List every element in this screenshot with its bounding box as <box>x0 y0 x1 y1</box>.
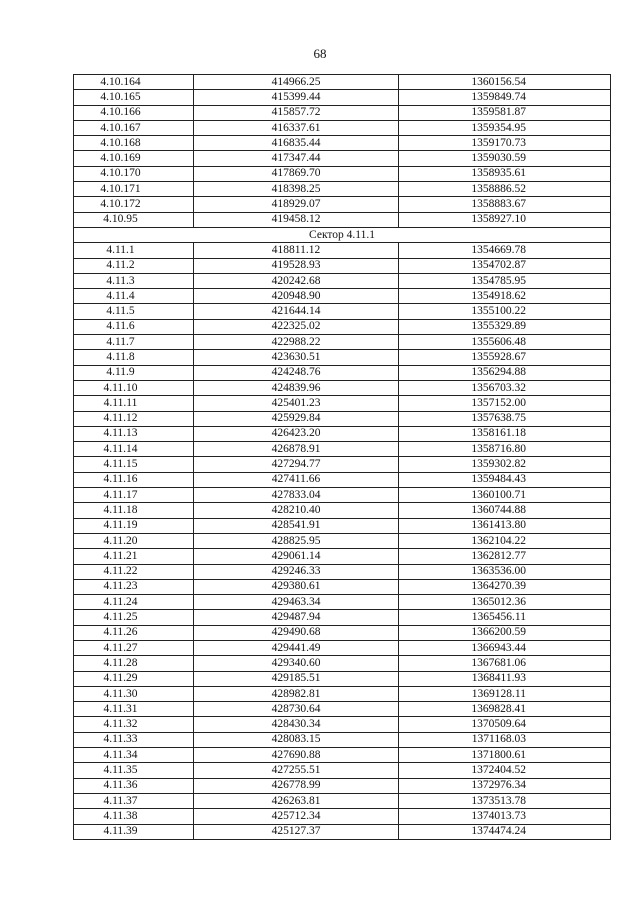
x-coordinate-cell: 425127.37 <box>194 824 399 839</box>
y-coordinate-cell: 1372976.34 <box>399 778 611 793</box>
point-id-cell: 4.11.12 <box>74 411 194 426</box>
point-id-cell: 4.10.169 <box>74 151 194 166</box>
y-coordinate-cell: 1362104.22 <box>399 533 611 548</box>
point-id-cell: 4.10.164 <box>74 75 194 90</box>
y-coordinate-cell: 1358886.52 <box>399 182 611 197</box>
y-coordinate-cell: 1365012.36 <box>399 595 611 610</box>
point-id-cell: 4.11.8 <box>74 350 194 365</box>
point-id-cell: 4.11.35 <box>74 763 194 778</box>
point-id-cell: 4.11.9 <box>74 365 194 380</box>
y-coordinate-cell: 1374474.24 <box>399 824 611 839</box>
y-coordinate-cell: 1368411.93 <box>399 671 611 686</box>
table-row <box>74 151 611 166</box>
table-row <box>74 75 611 90</box>
y-coordinate-cell: 1356294.88 <box>399 365 611 380</box>
point-id-cell: 4.11.33 <box>74 732 194 747</box>
point-id-cell: 4.11.25 <box>74 610 194 625</box>
table-row <box>74 304 611 319</box>
table-row <box>74 763 611 778</box>
sector-header-row <box>74 227 611 242</box>
y-coordinate-cell: 1354918.62 <box>399 289 611 304</box>
x-coordinate-cell: 427294.77 <box>194 457 399 472</box>
table-row <box>74 702 611 717</box>
point-id-cell: 4.11.26 <box>74 625 194 640</box>
y-coordinate-cell: 1358883.67 <box>399 197 611 212</box>
page-number: 68 <box>313 46 327 61</box>
x-coordinate-cell: 429487.94 <box>194 610 399 625</box>
x-coordinate-cell: 429380.61 <box>194 579 399 594</box>
x-coordinate-cell: 419458.12 <box>194 212 399 227</box>
point-id-cell: 4.11.14 <box>74 442 194 457</box>
table-row <box>74 610 611 625</box>
x-coordinate-cell: 420242.68 <box>194 273 399 288</box>
y-coordinate-cell: 1360156.54 <box>399 75 611 90</box>
table-row <box>74 579 611 594</box>
table-row <box>74 686 611 701</box>
point-id-cell: 4.11.38 <box>74 809 194 824</box>
x-coordinate-cell: 427255.51 <box>194 763 399 778</box>
table-row <box>74 426 611 441</box>
table-row <box>74 105 611 120</box>
point-id-cell: 4.10.166 <box>74 105 194 120</box>
table-row <box>74 595 611 610</box>
point-id-cell: 4.11.24 <box>74 595 194 610</box>
x-coordinate-cell: 424248.76 <box>194 365 399 380</box>
point-id-cell: 4.11.31 <box>74 702 194 717</box>
x-coordinate-cell: 422325.02 <box>194 319 399 334</box>
y-coordinate-cell: 1355928.67 <box>399 350 611 365</box>
x-coordinate-cell: 419528.93 <box>194 258 399 273</box>
x-coordinate-cell: 429246.33 <box>194 564 399 579</box>
point-id-cell: 4.10.170 <box>74 166 194 181</box>
y-coordinate-cell: 1371168.03 <box>399 732 611 747</box>
y-coordinate-cell: 1358927.10 <box>399 212 611 227</box>
y-coordinate-cell: 1359030.59 <box>399 151 611 166</box>
x-coordinate-cell: 414966.25 <box>194 75 399 90</box>
point-id-cell: 4.10.167 <box>74 120 194 135</box>
table-row <box>74 564 611 579</box>
table-row <box>74 243 611 258</box>
table-row <box>74 518 611 533</box>
x-coordinate-cell: 428430.34 <box>194 717 399 732</box>
x-coordinate-cell: 429441.49 <box>194 640 399 655</box>
y-coordinate-cell: 1369128.11 <box>399 686 611 701</box>
table-row <box>74 472 611 487</box>
y-coordinate-cell: 1357152.00 <box>399 396 611 411</box>
point-id-cell: 4.11.6 <box>74 319 194 334</box>
table-row <box>74 656 611 671</box>
table-row <box>74 136 611 151</box>
y-coordinate-cell: 1359849.74 <box>399 90 611 105</box>
point-id-cell: 4.10.172 <box>74 197 194 212</box>
x-coordinate-cell: 415857.72 <box>194 105 399 120</box>
x-coordinate-cell: 425401.23 <box>194 396 399 411</box>
point-id-cell: 4.11.3 <box>74 273 194 288</box>
x-coordinate-cell: 425929.84 <box>194 411 399 426</box>
x-coordinate-cell: 429185.51 <box>194 671 399 686</box>
x-coordinate-cell: 427833.04 <box>194 488 399 503</box>
y-coordinate-cell: 1359581.87 <box>399 105 611 120</box>
point-id-cell: 4.11.15 <box>74 457 194 472</box>
point-id-cell: 4.11.5 <box>74 304 194 319</box>
point-id-cell: 4.11.11 <box>74 396 194 411</box>
table-row <box>74 793 611 808</box>
point-id-cell: 4.11.21 <box>74 549 194 564</box>
table-row <box>74 335 611 350</box>
table-row <box>74 671 611 686</box>
y-coordinate-cell: 1355329.89 <box>399 319 611 334</box>
point-id-cell: 4.11.7 <box>74 335 194 350</box>
table-row <box>74 748 611 763</box>
y-coordinate-cell: 1359484.43 <box>399 472 611 487</box>
point-id-cell: 4.11.1 <box>74 243 194 258</box>
point-id-cell: 4.11.16 <box>74 472 194 487</box>
y-coordinate-cell: 1355100.22 <box>399 304 611 319</box>
table-row <box>74 90 611 105</box>
coordinates-table <box>73 74 611 840</box>
y-coordinate-cell: 1363536.00 <box>399 564 611 579</box>
x-coordinate-cell: 429463.34 <box>194 595 399 610</box>
x-coordinate-cell: 426878.91 <box>194 442 399 457</box>
table-row <box>74 457 611 472</box>
x-coordinate-cell: 428210.40 <box>194 503 399 518</box>
table-row <box>74 365 611 380</box>
point-id-cell: 4.10.171 <box>74 182 194 197</box>
x-coordinate-cell: 415399.44 <box>194 90 399 105</box>
x-coordinate-cell: 417869.70 <box>194 166 399 181</box>
table-row <box>74 732 611 747</box>
x-coordinate-cell: 426263.81 <box>194 793 399 808</box>
point-id-cell: 4.11.30 <box>74 686 194 701</box>
table-row <box>74 258 611 273</box>
x-coordinate-cell: 422988.22 <box>194 335 399 350</box>
x-coordinate-cell: 429061.14 <box>194 549 399 564</box>
y-coordinate-cell: 1360744.88 <box>399 503 611 518</box>
point-id-cell: 4.11.17 <box>74 488 194 503</box>
table-row <box>74 488 611 503</box>
point-id-cell: 4.11.2 <box>74 258 194 273</box>
point-id-cell: 4.10.95 <box>74 212 194 227</box>
y-coordinate-cell: 1354669.78 <box>399 243 611 258</box>
table-row <box>74 182 611 197</box>
y-coordinate-cell: 1359354.95 <box>399 120 611 135</box>
y-coordinate-cell: 1355606.48 <box>399 335 611 350</box>
x-coordinate-cell: 416337.61 <box>194 120 399 135</box>
table-row <box>74 396 611 411</box>
table-row <box>74 549 611 564</box>
y-coordinate-cell: 1362812.77 <box>399 549 611 564</box>
x-coordinate-cell: 428083.15 <box>194 732 399 747</box>
table-row <box>74 273 611 288</box>
table-row <box>74 717 611 732</box>
x-coordinate-cell: 427690.88 <box>194 748 399 763</box>
table-row <box>74 778 611 793</box>
point-id-cell: 4.11.20 <box>74 533 194 548</box>
table-row <box>74 380 611 395</box>
table-row <box>74 824 611 839</box>
table-row <box>74 533 611 548</box>
y-coordinate-cell: 1367681.06 <box>399 656 611 671</box>
point-id-cell: 4.11.13 <box>74 426 194 441</box>
point-id-cell: 4.11.22 <box>74 564 194 579</box>
point-id-cell: 4.10.165 <box>74 90 194 105</box>
y-coordinate-cell: 1366943.44 <box>399 640 611 655</box>
y-coordinate-cell: 1361413.80 <box>399 518 611 533</box>
y-coordinate-cell: 1354785.95 <box>399 273 611 288</box>
point-id-cell: 4.11.23 <box>74 579 194 594</box>
x-coordinate-cell: 418929.07 <box>194 197 399 212</box>
y-coordinate-cell: 1372404.52 <box>399 763 611 778</box>
table-row <box>74 411 611 426</box>
table-row <box>74 166 611 181</box>
point-id-cell: 4.11.4 <box>74 289 194 304</box>
y-coordinate-cell: 1358161.18 <box>399 426 611 441</box>
coordinates-table-body <box>74 75 611 840</box>
x-coordinate-cell: 428825.95 <box>194 533 399 548</box>
y-coordinate-cell: 1366200.59 <box>399 625 611 640</box>
point-id-cell: 4.11.29 <box>74 671 194 686</box>
y-coordinate-cell: 1359302.82 <box>399 457 611 472</box>
table-row <box>74 625 611 640</box>
x-coordinate-cell: 417347.44 <box>194 151 399 166</box>
x-coordinate-cell: 420948.90 <box>194 289 399 304</box>
point-id-cell: 4.11.36 <box>74 778 194 793</box>
y-coordinate-cell: 1357638.75 <box>399 411 611 426</box>
y-coordinate-cell: 1374013.73 <box>399 809 611 824</box>
y-coordinate-cell: 1370509.64 <box>399 717 611 732</box>
x-coordinate-cell: 426423.20 <box>194 426 399 441</box>
y-coordinate-cell: 1359170.73 <box>399 136 611 151</box>
x-coordinate-cell: 427411.66 <box>194 472 399 487</box>
table-row <box>74 350 611 365</box>
point-id-cell: 4.11.27 <box>74 640 194 655</box>
x-coordinate-cell: 429490.68 <box>194 625 399 640</box>
point-id-cell: 4.11.10 <box>74 380 194 395</box>
point-id-cell: 4.11.39 <box>74 824 194 839</box>
y-coordinate-cell: 1369828.41 <box>399 702 611 717</box>
table-row <box>74 212 611 227</box>
y-coordinate-cell: 1371800.61 <box>399 748 611 763</box>
table-row <box>74 640 611 655</box>
x-coordinate-cell: 426778.99 <box>194 778 399 793</box>
x-coordinate-cell: 423630.51 <box>194 350 399 365</box>
x-coordinate-cell: 421644.14 <box>194 304 399 319</box>
table-row <box>74 120 611 135</box>
x-coordinate-cell: 428982.81 <box>194 686 399 701</box>
table-row <box>74 319 611 334</box>
point-id-cell: 4.11.37 <box>74 793 194 808</box>
point-id-cell: 4.11.18 <box>74 503 194 518</box>
table-row <box>74 289 611 304</box>
sector-label: Сектор 4.11.1 <box>74 227 611 242</box>
table-row <box>74 503 611 518</box>
y-coordinate-cell: 1365456.11 <box>399 610 611 625</box>
x-coordinate-cell: 428730.64 <box>194 702 399 717</box>
point-id-cell: 4.11.28 <box>74 656 194 671</box>
y-coordinate-cell: 1358935.61 <box>399 166 611 181</box>
point-id-cell: 4.11.19 <box>74 518 194 533</box>
point-id-cell: 4.11.32 <box>74 717 194 732</box>
table-row <box>74 197 611 212</box>
y-coordinate-cell: 1364270.39 <box>399 579 611 594</box>
table-row <box>74 442 611 457</box>
y-coordinate-cell: 1360100.71 <box>399 488 611 503</box>
x-coordinate-cell: 429340.60 <box>194 656 399 671</box>
x-coordinate-cell: 418398.25 <box>194 182 399 197</box>
x-coordinate-cell: 424839.96 <box>194 380 399 395</box>
x-coordinate-cell: 428541.91 <box>194 518 399 533</box>
y-coordinate-cell: 1373513.78 <box>399 793 611 808</box>
y-coordinate-cell: 1358716.80 <box>399 442 611 457</box>
x-coordinate-cell: 418811.12 <box>194 243 399 258</box>
point-id-cell: 4.11.34 <box>74 748 194 763</box>
point-id-cell: 4.10.168 <box>74 136 194 151</box>
x-coordinate-cell: 416835.44 <box>194 136 399 151</box>
y-coordinate-cell: 1354702.87 <box>399 258 611 273</box>
table-row <box>74 809 611 824</box>
y-coordinate-cell: 1356703.32 <box>399 380 611 395</box>
x-coordinate-cell: 425712.34 <box>194 809 399 824</box>
